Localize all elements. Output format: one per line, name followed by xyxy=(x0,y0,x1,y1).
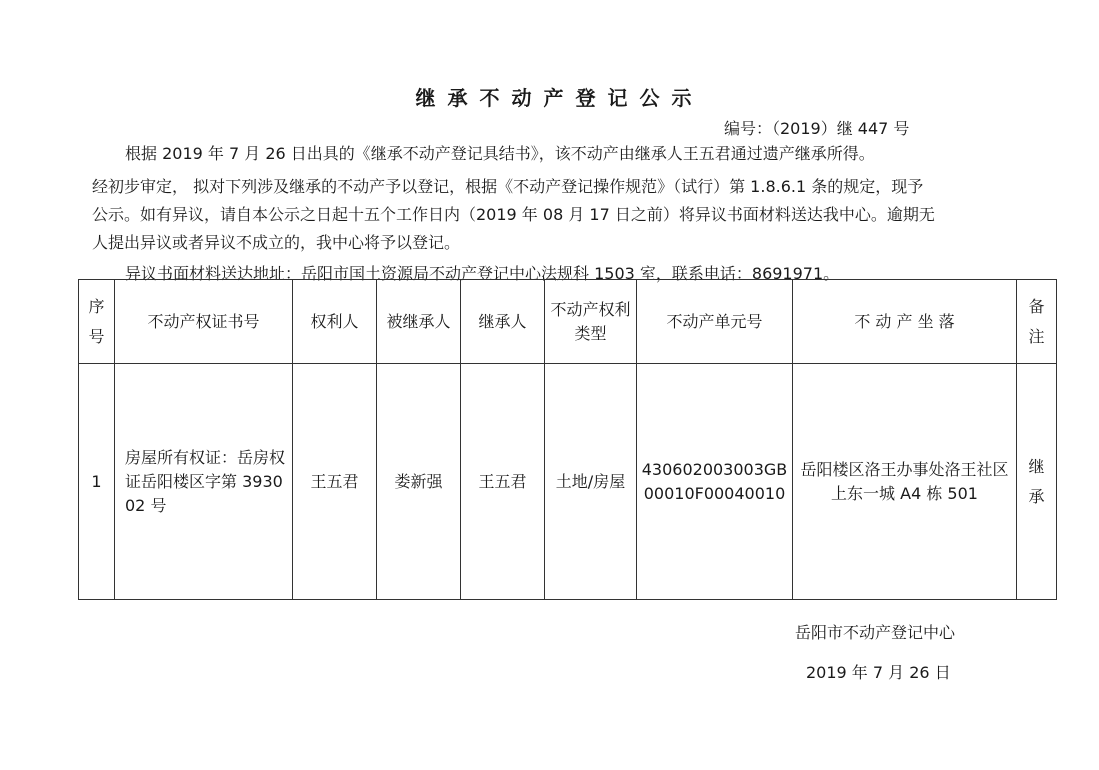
paragraph-4: 人提出异议或者异议不成立的，我中心将予以登记。 xyxy=(92,233,461,252)
cell-cert-no: 房屋所有权证：岳房权证岳阳楼区字第 393002 号 xyxy=(115,364,293,600)
signature-organization: 岳阳市不动产登记中心 xyxy=(795,623,956,642)
cell-right-type: 土地/房屋 xyxy=(545,364,637,600)
table-header-row xyxy=(79,280,1057,364)
document-title: 继承不动产登记公示 xyxy=(415,86,704,110)
cell-unit-no: 430602003003GB00010F00040010 xyxy=(637,364,793,600)
table-row xyxy=(79,364,1057,600)
cell-decedent: 娄新强 xyxy=(377,364,461,600)
header-heir: 继承人 xyxy=(461,280,545,364)
paragraph-5: 异议书面材料送达地址：岳阳市国土资源局不动产登记中心法规科 1503 室，联系电话：8691971。 xyxy=(125,264,840,283)
header-remark: 备注 xyxy=(1017,280,1057,364)
header-unit-no: 不动产单元号 xyxy=(637,280,793,364)
header-cert-no: 不动产权证书号 xyxy=(115,280,293,364)
cell-heir: 王五君 xyxy=(461,364,545,600)
header-seq: 序号 xyxy=(79,280,115,364)
registration-table xyxy=(78,279,1057,600)
cell-seq: 1 xyxy=(79,364,115,600)
cell-owner: 王五君 xyxy=(293,364,377,600)
paragraph-1: 根据 2019 年 7 月 26 日出具的《继承不动产登记具结书》，该不动产由继承人王五君通过遗产继承所得。 xyxy=(125,144,875,163)
cell-remark: 继承 xyxy=(1017,364,1057,600)
header-owner: 权利人 xyxy=(293,280,377,364)
document-number: 编号：（2019）继 447 号 xyxy=(724,119,910,138)
header-right-type: 不动产权利类型 xyxy=(545,280,637,364)
header-location: 不 动 产 坐 落 xyxy=(793,280,1017,364)
paragraph-2: 经初步审定， 拟对下列涉及继承的不动产予以登记，根据《不动产登记操作规范》（试行）第 1.8.6.1 条的规定，现予 xyxy=(92,177,924,196)
signature-date: 2019 年 7 月 26 日 xyxy=(806,663,951,682)
header-decedent: 被继承人 xyxy=(377,280,461,364)
paragraph-3: 公示。如有异议，请自本公示之日起十五个工作日内（2019 年 08 月 17 日之前）将异议书面材料送达我中心。逾期无 xyxy=(92,205,935,224)
cell-location: 岳阳楼区洛王办事处洛王社区上东一城 A4 栋 501 xyxy=(793,364,1017,600)
